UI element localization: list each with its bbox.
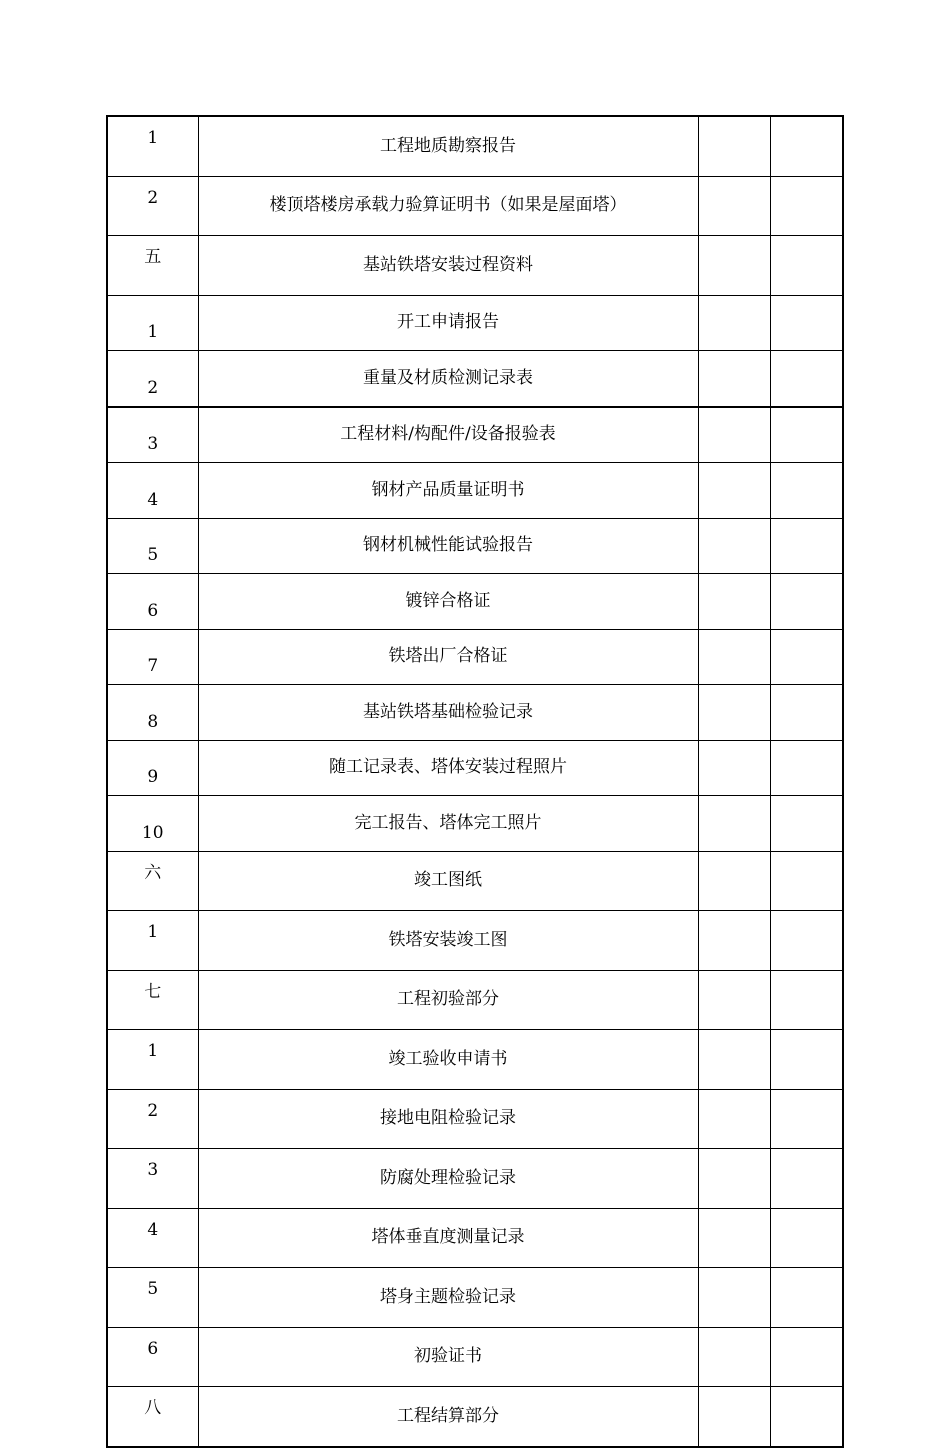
table-row bbox=[107, 1327, 843, 1387]
row-number: 6 bbox=[107, 1327, 198, 1387]
empty-cell bbox=[770, 116, 843, 176]
empty-cell bbox=[770, 1149, 843, 1209]
empty-cell bbox=[698, 629, 770, 685]
empty-cell bbox=[698, 851, 770, 911]
empty-cell bbox=[698, 1149, 770, 1209]
empty-cell bbox=[698, 1030, 770, 1090]
empty-cell bbox=[698, 1387, 770, 1447]
empty-cell bbox=[770, 1387, 843, 1447]
table-row bbox=[107, 629, 843, 685]
empty-cell bbox=[770, 740, 843, 796]
row-title: 基站铁塔基础检验记录 bbox=[198, 685, 698, 741]
row-title: 竣工图纸 bbox=[198, 851, 698, 911]
row-title: 完工报告、塔体完工照片 bbox=[198, 796, 698, 852]
row-number: 七 bbox=[107, 970, 198, 1030]
row-title: 开工申请报告 bbox=[198, 295, 698, 351]
row-number: 7 bbox=[107, 629, 198, 685]
row-number: 1 bbox=[107, 116, 198, 176]
row-number: 4 bbox=[107, 1208, 198, 1268]
table-row bbox=[107, 463, 843, 519]
empty-cell bbox=[698, 911, 770, 971]
row-title: 接地电阻检验记录 bbox=[198, 1089, 698, 1149]
row-title: 工程地质勘察报告 bbox=[198, 116, 698, 176]
table-row bbox=[107, 407, 843, 463]
row-title: 随工记录表、塔体安装过程照片 bbox=[198, 740, 698, 796]
empty-cell bbox=[698, 463, 770, 519]
row-number: 2 bbox=[107, 1089, 198, 1149]
empty-cell bbox=[770, 236, 843, 296]
table-row bbox=[107, 740, 843, 796]
row-number: 6 bbox=[107, 574, 198, 630]
empty-cell bbox=[770, 911, 843, 971]
row-number: 3 bbox=[107, 1149, 198, 1209]
empty-cell bbox=[698, 574, 770, 630]
empty-cell bbox=[770, 351, 843, 407]
empty-cell bbox=[698, 1208, 770, 1268]
table-row bbox=[107, 685, 843, 741]
table-row bbox=[107, 911, 843, 971]
row-title: 竣工验收申请书 bbox=[198, 1030, 698, 1090]
table-row bbox=[107, 1387, 843, 1447]
empty-cell bbox=[698, 407, 770, 463]
row-number: 9 bbox=[107, 740, 198, 796]
table-body bbox=[107, 116, 843, 1447]
row-number: 八 bbox=[107, 1387, 198, 1447]
empty-cell bbox=[770, 851, 843, 911]
row-number: 5 bbox=[107, 1268, 198, 1328]
table-row bbox=[107, 295, 843, 351]
empty-cell bbox=[770, 407, 843, 463]
table-row bbox=[107, 574, 843, 630]
empty-cell bbox=[770, 176, 843, 236]
empty-cell bbox=[770, 1089, 843, 1149]
row-number: 1 bbox=[107, 295, 198, 351]
row-number: 1 bbox=[107, 911, 198, 971]
empty-cell bbox=[770, 463, 843, 519]
row-title: 镀锌合格证 bbox=[198, 574, 698, 630]
empty-cell bbox=[698, 116, 770, 176]
empty-cell bbox=[698, 1327, 770, 1387]
row-number: 六 bbox=[107, 851, 198, 911]
empty-cell bbox=[698, 796, 770, 852]
row-number: 8 bbox=[107, 685, 198, 741]
row-title: 塔体垂直度测量记录 bbox=[198, 1208, 698, 1268]
table-row bbox=[107, 351, 843, 407]
table-row bbox=[107, 116, 843, 176]
table-row bbox=[107, 970, 843, 1030]
empty-cell bbox=[698, 518, 770, 574]
empty-cell bbox=[770, 295, 843, 351]
row-title: 防腐处理检验记录 bbox=[198, 1149, 698, 1209]
empty-cell bbox=[770, 574, 843, 630]
empty-cell bbox=[770, 796, 843, 852]
empty-cell bbox=[698, 740, 770, 796]
empty-cell bbox=[698, 176, 770, 236]
row-title: 楼顶塔楼房承载力验算证明书（如果是屋面塔） bbox=[198, 176, 698, 236]
table-row bbox=[107, 518, 843, 574]
row-title: 重量及材质检测记录表 bbox=[198, 351, 698, 407]
row-number: 五 bbox=[107, 236, 198, 296]
document-table bbox=[106, 115, 844, 1448]
empty-cell bbox=[770, 685, 843, 741]
empty-cell bbox=[698, 685, 770, 741]
table-row bbox=[107, 236, 843, 296]
table-row bbox=[107, 796, 843, 852]
empty-cell bbox=[698, 351, 770, 407]
empty-cell bbox=[770, 1208, 843, 1268]
row-number: 10 bbox=[107, 796, 198, 852]
row-title: 钢材机械性能试验报告 bbox=[198, 518, 698, 574]
row-number: 3 bbox=[107, 407, 198, 463]
row-number: 5 bbox=[107, 518, 198, 574]
empty-cell bbox=[770, 518, 843, 574]
empty-cell bbox=[698, 1089, 770, 1149]
table-row bbox=[107, 1208, 843, 1268]
row-title: 铁塔出厂合格证 bbox=[198, 629, 698, 685]
empty-cell bbox=[770, 629, 843, 685]
empty-cell bbox=[698, 295, 770, 351]
table-row bbox=[107, 1268, 843, 1328]
table-row bbox=[107, 1149, 843, 1209]
empty-cell bbox=[698, 236, 770, 296]
empty-cell bbox=[698, 1268, 770, 1328]
row-title: 初验证书 bbox=[198, 1327, 698, 1387]
table-row bbox=[107, 1089, 843, 1149]
row-title: 塔身主题检验记录 bbox=[198, 1268, 698, 1328]
empty-cell bbox=[770, 1327, 843, 1387]
table-row bbox=[107, 851, 843, 911]
row-title: 基站铁塔安装过程资料 bbox=[198, 236, 698, 296]
empty-cell bbox=[770, 1030, 843, 1090]
empty-cell bbox=[770, 1268, 843, 1328]
row-number: 1 bbox=[107, 1030, 198, 1090]
row-number: 2 bbox=[107, 351, 198, 407]
row-title: 工程材料/构配件/设备报验表 bbox=[198, 407, 698, 463]
table-row bbox=[107, 176, 843, 236]
row-number: 2 bbox=[107, 176, 198, 236]
row-title: 工程结算部分 bbox=[198, 1387, 698, 1447]
row-number: 4 bbox=[107, 463, 198, 519]
empty-cell bbox=[770, 970, 843, 1030]
row-title: 钢材产品质量证明书 bbox=[198, 463, 698, 519]
table-row bbox=[107, 1030, 843, 1090]
empty-cell bbox=[698, 970, 770, 1030]
row-title: 铁塔安装竣工图 bbox=[198, 911, 698, 971]
row-title: 工程初验部分 bbox=[198, 970, 698, 1030]
